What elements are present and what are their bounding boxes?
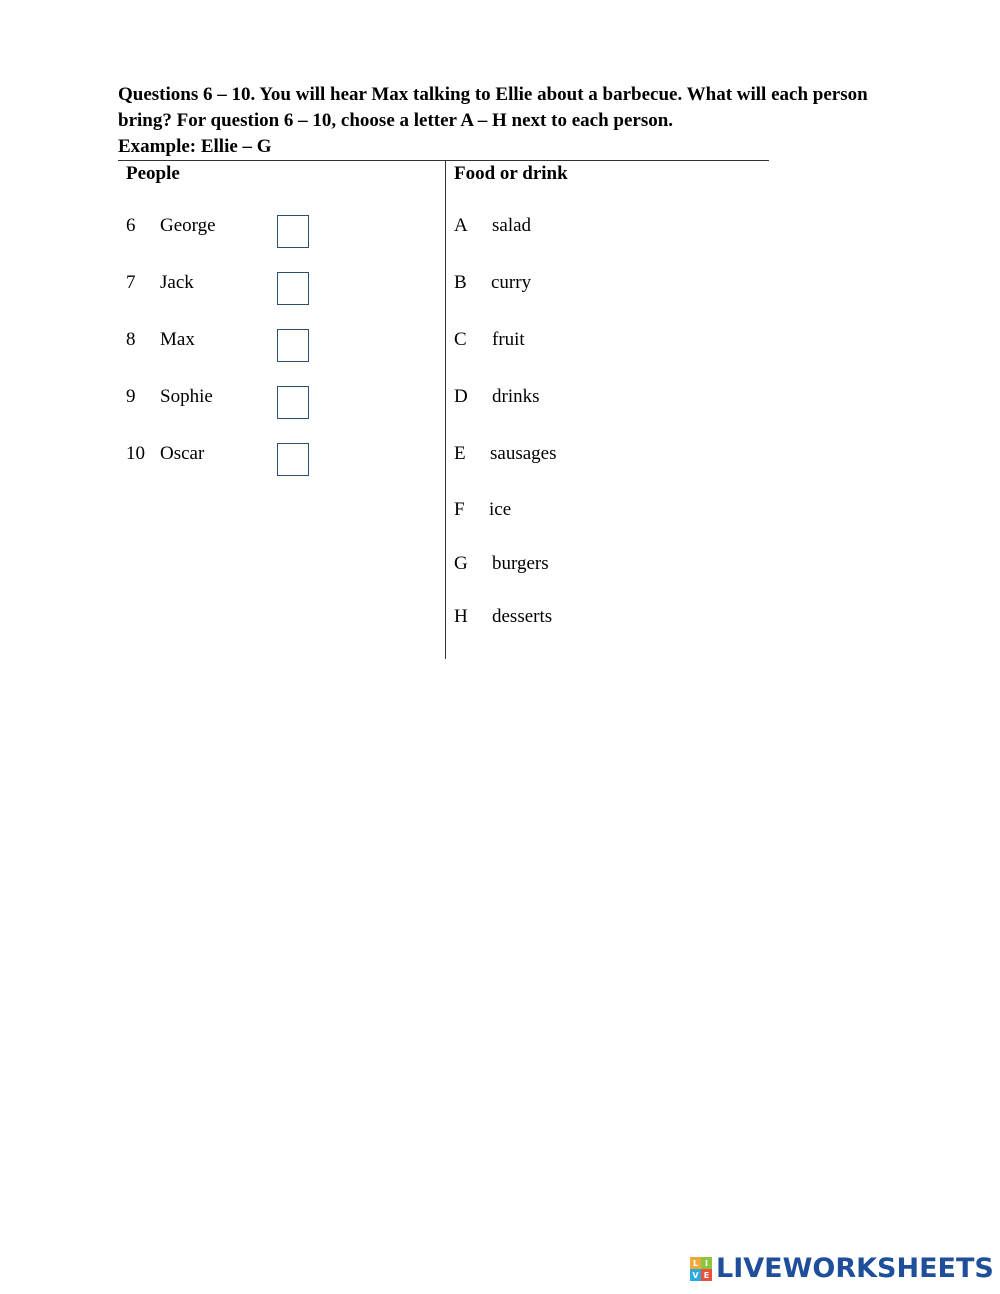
example-line: Example: Ellie – G	[118, 136, 272, 157]
person-name: Sophie	[160, 386, 213, 407]
question-number: 7	[126, 272, 136, 293]
option-item: burgers	[492, 553, 549, 574]
option-letter: E	[454, 443, 466, 464]
option-letter: B	[454, 272, 467, 293]
answer-box-6[interactable]	[277, 215, 309, 248]
option-letter: H	[454, 606, 468, 627]
logo-tiles	[690, 1257, 712, 1281]
option-letter: C	[454, 329, 467, 350]
answer-box-9[interactable]	[277, 386, 309, 419]
option-item: salad	[492, 215, 532, 236]
logo-tile: V	[690, 1269, 701, 1281]
person-name: Max	[160, 329, 195, 350]
people-header: People	[126, 163, 180, 184]
option-item: desserts	[492, 606, 553, 627]
question-number: 8	[126, 329, 136, 350]
logo-text: LIVEWORKSHEETS	[716, 1253, 994, 1284]
person-name: George	[160, 215, 216, 236]
option-item: curry	[491, 272, 532, 293]
question-number: 9	[126, 386, 136, 407]
option-letter: G	[454, 553, 468, 574]
instructions-line-2: bring? For question 6 – 10, choose a letter A – H next to each person.	[118, 110, 674, 131]
person-name: Jack	[160, 272, 194, 293]
option-letter: F	[454, 499, 465, 520]
question-number: 6	[126, 215, 136, 236]
answer-box-8[interactable]	[277, 329, 309, 362]
table-top-rule	[118, 160, 769, 161]
option-item: drinks	[492, 386, 540, 407]
option-item: ice	[489, 499, 512, 520]
answer-box-10[interactable]	[277, 443, 309, 476]
question-number: 10	[126, 443, 145, 464]
option-letter: A	[454, 215, 468, 236]
logo-tile: E	[701, 1269, 712, 1281]
option-letter: D	[454, 386, 468, 407]
liveworksheets-logo	[690, 1253, 994, 1285]
logo-tile: L	[690, 1257, 701, 1269]
food-header: Food or drink	[454, 163, 568, 184]
instructions	[118, 82, 908, 160]
logo-tile: I	[701, 1257, 712, 1269]
person-name: Oscar	[160, 443, 205, 464]
option-item: sausages	[490, 443, 557, 464]
table-column-divider	[445, 160, 446, 659]
instructions-line-1: Questions 6 – 10. You will hear Max talking to Ellie about a barbecue. What will each person	[118, 84, 868, 105]
option-item: fruit	[492, 329, 525, 350]
answer-box-7[interactable]	[277, 272, 309, 305]
